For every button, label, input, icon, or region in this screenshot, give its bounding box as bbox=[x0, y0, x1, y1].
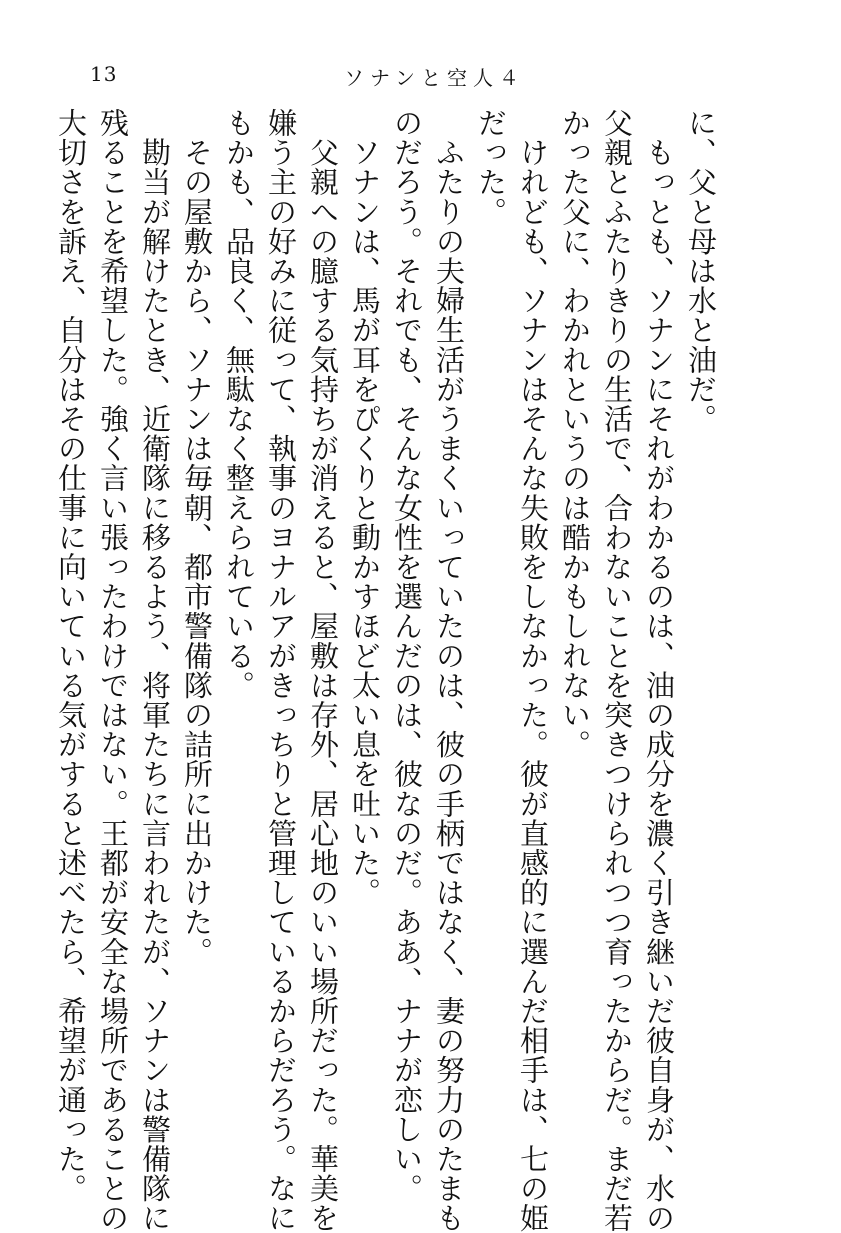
text-line: 父親とふたりきりの生活で、合わないことを突きつけられつつ育ったからだ。まだ若 bbox=[600, 108, 634, 1233]
text-line: 勘当が解けたとき、近衛隊に移るよう、将軍たちに言われたが、ソナンは警備隊に bbox=[138, 108, 172, 1233]
text-line: もかも、品良く、無駄なく整えられている。 bbox=[222, 108, 256, 700]
page-number: 13 bbox=[90, 62, 118, 86]
text-line: 嫌う主の好みに従って、執事のヨナルアがきっちりと管理しているからだろう。なに bbox=[264, 108, 298, 1233]
body-text bbox=[54, 108, 722, 1233]
text-line: 残ることを希望した。強く言い張ったわけではない。王都が安全な場所であることの bbox=[96, 108, 130, 1233]
text-line: のだろう。それでも、そんな女性を選んだのは、彼なのだ。ああ、ナナが恋しい。 bbox=[390, 108, 424, 1204]
text-line: に、父と母は水と油だ。 bbox=[684, 108, 718, 434]
text-line: 父親への臆する気持ちが消えると、屋敷は存外、居心地のいい場所だった。華美を bbox=[306, 108, 340, 1233]
running-header: ソナンと空人４ bbox=[344, 66, 525, 90]
text-line: だった。 bbox=[474, 108, 508, 227]
text-line: もっとも、ソナンにそれがわかるのは、油の成分を濃く引き継いだ彼自身が、水の bbox=[642, 108, 676, 1233]
text-line: ふたりの夫婦生活がうまくいっていたのは、彼の手柄ではなく、妻の努力のたまも bbox=[432, 108, 466, 1233]
text-line: その屋敷から、ソナンは毎朝、都市警備隊の詰所に出かけた。 bbox=[180, 108, 214, 967]
text-line: けれども、ソナンはそんな失敗をしなかった。彼が直感的に選んだ相手は、七の姫 bbox=[516, 108, 550, 1233]
text-line: かった父に、わかれというのは酷かもしれない。 bbox=[558, 108, 592, 760]
text-line: ソナンは、馬が耳をぴくりと動かすほど太い息を吐いた。 bbox=[348, 108, 382, 908]
text-line: 大切さを訴え、自分はその仕事に向いている気がすると述べたら、希望が通った。 bbox=[54, 108, 88, 1204]
